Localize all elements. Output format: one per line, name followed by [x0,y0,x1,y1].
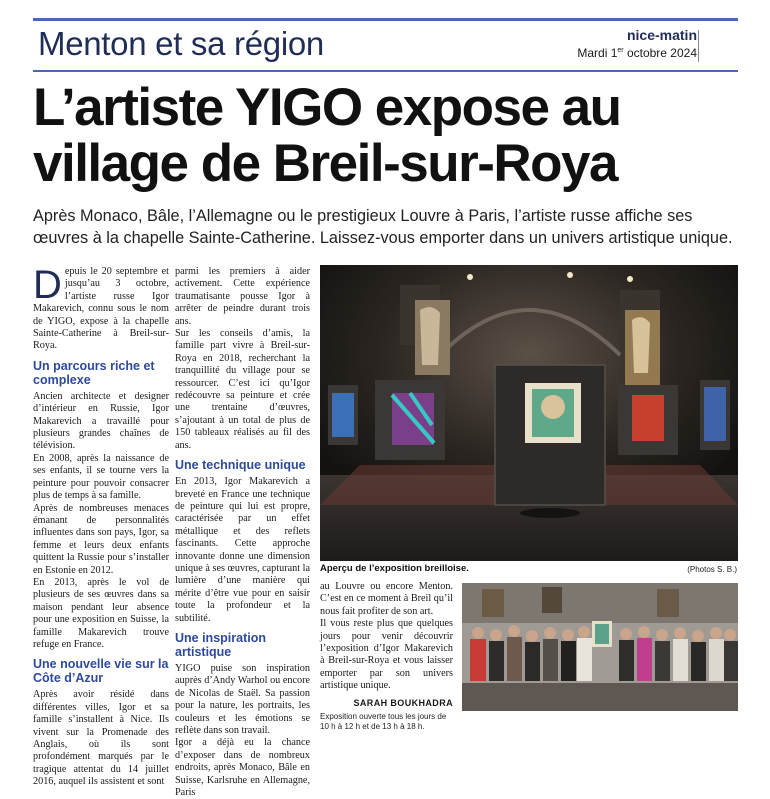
paragraph: En 2008, après la naissance de ses enfants, il se tourne vers la peinture pour pouvoir consacrer plus de temps à sa famille. [33,452,169,502]
paragraph: Igor a déjà eu la chance d’exposer dans de nombreux endroits, après Monaco, Bâle en Suisse, Karlsruhe en Allemagne, Paris [175,737,310,799]
group-photo [462,583,738,711]
subheading-inspiration: Une inspiration artistique [175,630,266,659]
paragraph: En 2013, Igor Makarevich a breveté en France une technique de peinture qui lui est propre, caractérisée par un effet métallique et des reflets fascinants. Cette approche innovante donne une dimension unique à ses œuvres, capturant la lumière d’une manière qui mérite d’être vue pour en saisir toute la profondeur et la subtilité. [175,476,310,624]
section-title: Menton et sa région [38,25,324,62]
subheading-parcours: Un parcours riche et complexe [33,358,155,387]
paragraph: Après de nombreuses menaces émanant de personnalités influentes dans son pays, Igor, sa femme et leurs deux enfants quittent la Russie pour s’installer en Estonie en 2012. [33,502,169,576]
header-bottom-rule [33,70,738,72]
header-divider [698,30,699,62]
article-headline: L’artiste YIGO expose au village de Breil-sur-Roya [33,78,621,193]
opening-hours: Exposition ouverte tous les jours de 10 h à 12 h et de 13 h à 18 h. [320,712,447,732]
paragraph: parmi les premiers à aider activement. Cette expérience traumatisante pousse Igor à arrêter de peindre durant trois ans. [175,266,310,327]
paragraph: Ancien architecte et designer d’intérieur en Russie, Igor Makarevich a travaillé pour plusieurs grandes chaînes de télévision. [33,390,169,452]
author-byline: SARAH BOUKHADRA [353,697,453,708]
subheading-technique: Une technique unique [175,458,306,473]
paragraph: Après avoir résidé dans différentes villes, Igor et sa famille s’installent à Nice. Ils vivent sur la Promenade des Anglais, où ils sont profondément marqués par le tragique attentat du 14 juillet 2016, auquel ils assistent et sont [33,689,169,788]
intro-paragraph [33,263,169,353]
date-sup: er [617,47,624,54]
exhibition-photo [320,265,738,561]
header-top-rule [33,18,738,21]
group-photo-illustration [462,583,738,711]
intro-text: epuis le 20 septembre et jusqu’au 3 octobre, l’artiste russe Igor Makarevich, connu sous le nom de YIGO, expose à la chapelle Sainte-Catherine à Breil-sur-Roya. [33,266,169,352]
paragraph: au Louvre ou encore Menton. C’est en ce moment à Breil qu’il nous fait profiter de son art. [320,581,453,617]
photo-credit: (Photos S. B.) [687,565,737,574]
newspaper-brand: nice-matin [626,27,697,43]
paragraph: Sur les conseils d’amis, la famille part vivre à Breil-sur-Roya en 2018, recherchant la tranquillité du village pour se ressourcer. C’est ici qu’Igor redécouvre sa peinture et crée une trentaine d’œuvres, s’ajoutant à un total de plus de 150 tableaux réalisés au fil des ans. [175,328,310,451]
dropcap: D [33,263,62,307]
photo-caption: Aperçu de l’exposition breilloise. [320,563,469,574]
paragraph: En 2013, après le vol de plusieurs de ses œuvres dans sa maison pendant leur absence pour une exposition en Suisse, la famille Makarevich trouve refuge en France. [33,576,169,650]
date-prefix: Mardi 1 [577,46,618,60]
subheading-nouvelle-vie: Une nouvelle vie sur la Côte d’Azur [33,657,169,686]
paragraph: YIGO puise son inspiration auprès d’Andy Warhol ou encore de Nicolas de Staël. Sa passion pour la nature, les portraits, les couleurs et les émotions se reflète dans son travail. [175,662,310,736]
paragraph: Il vous reste plus que quelques jours pour venir découvrir l’exposition d’Igor Makarevich à Breil-sur-Roya et vous laisser emporter par son univers artistique unique. [320,618,453,692]
issue-date [577,46,697,60]
article-lead: Après Monaco, Bâle, l’Allemagne ou le prestigieux Louvre à Paris, l’artiste russe affiche ses œuvres à la chapelle Sainte-Catherine. Laissez-vous emporter dans un univers artistique unique. [33,207,733,247]
exhibition-photo-illustration [320,265,738,561]
article-column-3 [320,581,453,732]
article-column-1 [33,263,169,789]
date-suffix: octobre 2024 [623,46,697,60]
article-column-2 [175,266,310,799]
